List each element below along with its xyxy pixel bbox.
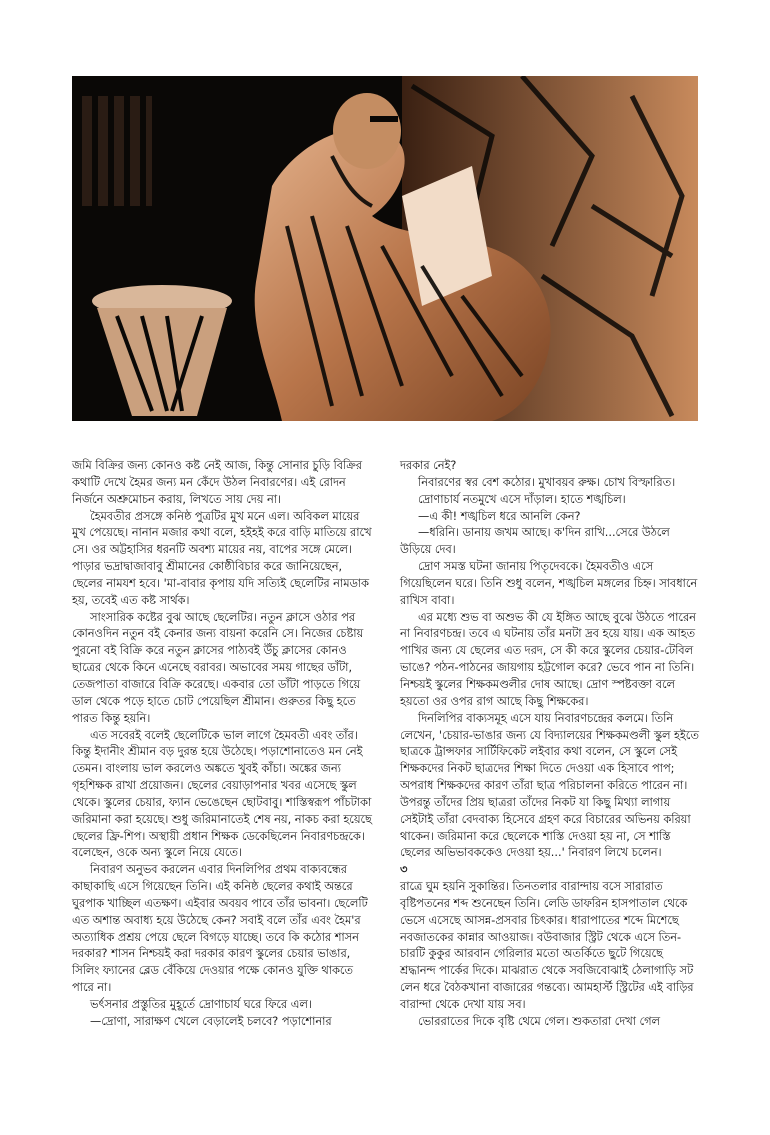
paragraph: এত সবেরই বলেই ছেলেটিকে ভাল লাগে হৈমবতী এবং তাঁর। কিন্তু ইদানীং শ্রীমান বড় দুরন্ত হয়ে উঠেছে। পড়াশোনাতেও মন নেই তেমন। বাংলায় ভাল করলেও অঙ্কতে খুবই কাঁচা। অঙ্কের জন্য গৃহশিক্ষক রাখা প্রয়োজন। ছেলের বেয়াড়াপনার খবর এসেছে স্কুল থেকে। স্কুলের চেয়ার, ফ্যান ভেঙেছেন ছোটবাবু। শাস্তিস্বরূপ পাঁচটাকা জরিমানা করা হয়েছে। শুধু জরিমানাতেই শেষ নয়, নাকচ করা হয়েছে ছেলের ফ্রি-শিপ। অস্থায়ী প্রধান শিক্ষক ডেকেছিলেন নিবারণচন্দ্রকে। বলেছেন, ওকে অন্য স্কুলে নিয়ে যেতে। — [72, 728, 372, 860]
paragraph: —এ কী! শঙ্খচিল ধরে আনলি কেন? — [418, 509, 581, 523]
paragraph: জমি বিক্রির জন্য কোনও কষ্ট নেই আজ, কিন্তু সোনার চুড়ি বিক্রির কথাটি দেখে হৈমর জন্য মন কেঁদে উঠল নিবারণের। এই রোদন নির্জনে অশ্রুমোচন করায়, লিখতে সায় দেয় না। — [72, 459, 362, 506]
paragraph: ভোররাতের দিকে বৃষ্টি থেমে গেল। শুকতারা দেখা গেল — [418, 1014, 660, 1028]
paragraph: দ্রোণাচার্য নতমুখে এসে দাঁড়াল। হাতে শঙ্খচিল। — [418, 492, 626, 506]
paragraph: সাংসারিক কষ্টের বুঝ আছে ছেলেটির। নতুন ক্লাসে ওঠার পর কোনওদিন নতুন বই কেনার জন্য বায়না করেনি সে। নিজের চেষ্টায় পুরনো বই বিক্রি করে নতুন ক্লাসের পাঠ্যবই উঁচু ক্লাসের কোনও ছাত্রের থেকে কিনে এনেছে বরাবর। অভাবের সময় গাছের ডাঁটা, তেজপাতা বাজারে বিক্রি করেছে। একবার তো ডাঁটা পাড়তে গিয়ে ডাল থেকে পড়ে হাতে চোট পেয়েছিল শ্রীমান। গুরুতর কিছু হতে পারত কিন্তু হয়নি। — [72, 610, 364, 725]
left-column — [72, 458, 372, 1031]
paragraph: নিবারণের স্বর বেশ কঠোর। মুখাবয়ব রুক্ষ। চোখ বিস্ফারিত। — [418, 475, 676, 489]
right-column — [400, 458, 702, 1031]
paragraph: এর মধ্যে শুভ বা অশুভ কী যে ইঙ্গিত আছে বুঝে উঠতে পারেন না নিবারণচন্দ্র। তবে এ ঘটনায় তাঁর মনটা দ্রব হয়ে যায়। এক আহত পাখির জন্য যে ছেলের এত দরদ, সে কী করে স্কুলের চেয়ার-টেবিল ভাঙে? পঠন-পাঠনের জায়গায় হট্টগোল করে? ভেবে পান না তিনি। নিশ্চয়ই স্কুলের শিক্ষকমণ্ডলীর দোষ আছে। দ্রোণ স্পষ্টবক্তা বলে হয়তো ওর ওপর রাগ আছে কিছু শিক্ষকের। — [400, 610, 696, 708]
paragraph: দরকার নেই? — [400, 459, 457, 472]
woodcut-illustration — [72, 76, 698, 421]
paragraph: —ধরিনি। ডানায় জখম আছে। ক'দিন রাখি...সেরে উঠলে উড়িয়ে দেব। — [400, 526, 670, 557]
section-number: ৩ — [400, 863, 408, 877]
page-footer — [722, 980, 742, 1100]
illustration-artwork — [72, 76, 698, 421]
paragraph: দ্রোণ সমস্ত ঘটনা জানায় পিতৃদেবকে। হৈমবতীও এসে গিয়েছিলেন ঘরে। তিনি শুধু বলেন, শঙ্খচিল মঙ্গলের চিহ্ন। সাবধানে রাখিস বাবা। — [400, 560, 698, 607]
paragraph: রাত্রে ঘুম হয়নি সুকান্তির। তিনতলার বারান্দায় বসে সারারাত বৃষ্টিপতনের শব্দ শুনেছেন তিনি। লেডি ডাফরিন হাসপাতাল থেকে ভেসে এসেছে আসন্ন-প্রসবার চিৎকার। ধারাপাতের শব্দে মিশেছে নবজাতকের কান্নার আওয়াজ। বউবাজার স্ট্রিট থেকে এসে তিন-চারটি কুকুর আরবান গেরিলার মতো অতর্কিতে ছুটে গিয়েছে শ্রদ্ধানন্দ পার্কের দিকে। মাঝরাত থেকে সবজিবোঝাই ঠেলাগাড়ি সট লেন ধরে বৈঠকখানা বাজারের গন্তব্যে। আমহার্স্ট স্ট্রিটের এই বাড়ির বারান্দা থেকে দেখা যায় সব। — [400, 880, 694, 1011]
paragraph: —দ্রোণা, সারাক্ষণ খেলে বেড়ালেই চলবে? পড়াশোনার — [90, 1014, 332, 1028]
paragraph: দিনলিপির বাক্যসমূহ এসে যায় নিবারণচন্দ্রের কলমে। তিনি লেখেন, 'চেয়ার-ভাঙার জন্য যে বিদ্যালয়ের শিক্ষকমণ্ডলী স্কুল হইতে ছাত্রকে ট্রান্সফার সার্টিফিকেট লইবার কথা বলেন, সে স্কুলে সেই শিক্ষকদের নিকট ছাত্রদের শিক্ষা দিতে দেওয়া এক হিসাবে পাপ; অপরাধ শিক্ষকদের কারণ তাঁরা ছাত্র পরিচালনা করিতে পারেন না। উপরন্তু তাঁদের প্রিয় ছাত্ররা তাঁদের নিকট যা কিছু মিথ্যা লাগায় সেইটাই তাঁরা বেদবাক্য হিসেবে গ্রহণ করে বিচারের অভিনয় করিয়া থাকেন। জরিমানা করে ছেলেকে শাস্তি দেওয়া হয় না, সে শাস্তি ছেলের অভিভাবককেও দেওয়া হয়...' নিবারণ লিখে চলেন। — [400, 711, 699, 860]
paragraph: হৈমবতীর প্রসঙ্গে কনিষ্ঠ পুত্রটির মুখ মনে এল। অবিকল মায়ের মুখ পেয়েছে। নানান মজার কথা বলে, হইহই করে বাড়ি মাতিয়ে রাখে সে। ওর অট্টহাসির ধরনটি অবশ্য মায়ের নয়, বাপের সঙ্গে মেলে। পাড়ার ভদ্রাদ্বাজাবাবু শ্রীমানের কোষ্ঠীবিচার করে জানিয়েছেন, ছেলের নামযশ হবে। 'মা-বাবার কৃপায় যদি সত্যিই ছেলেটির নামডাক হয়, তবেই এত কষ্ট সার্থক। — [72, 509, 372, 607]
paragraph: নিবারণ অনুভব করলেন এবার দিনলিপির প্রথম বাক্যবন্ধের কাছাকাছি এসে গিয়েছেন তিনি। এই কনিষ্ঠ ছেলের কথাই অন্তরে ঘুরপাক খাচ্ছিল এতক্ষণ। এইবার অবয়ব পাবে তাঁর ভাবনা। ছেলেটি এত অশান্ত অবাধ্য হয়ে উঠেছে কেন? সবাই বলে তাঁর এবং হৈম'র অত্যাধিক প্রশ্রয় পেয়ে ছেলে বিগড়ে যাচ্ছে। তবে কি কঠোর শাসন দরকার? শাসন নিশ্চয়ই করা দরকার কারণ স্কুলের চেয়ার ভাঙার, সিলিং ফ্যানের ব্লেড বেঁকিয়ে দেওয়ার পক্ষে কোনও যুক্তি থাকতে পারে না। — [72, 863, 368, 995]
paragraph: ভর্ৎসনার প্রস্তুতির মুহূর্তে দ্রোণাচার্য ঘরে ফিরে এল। — [90, 998, 312, 1011]
